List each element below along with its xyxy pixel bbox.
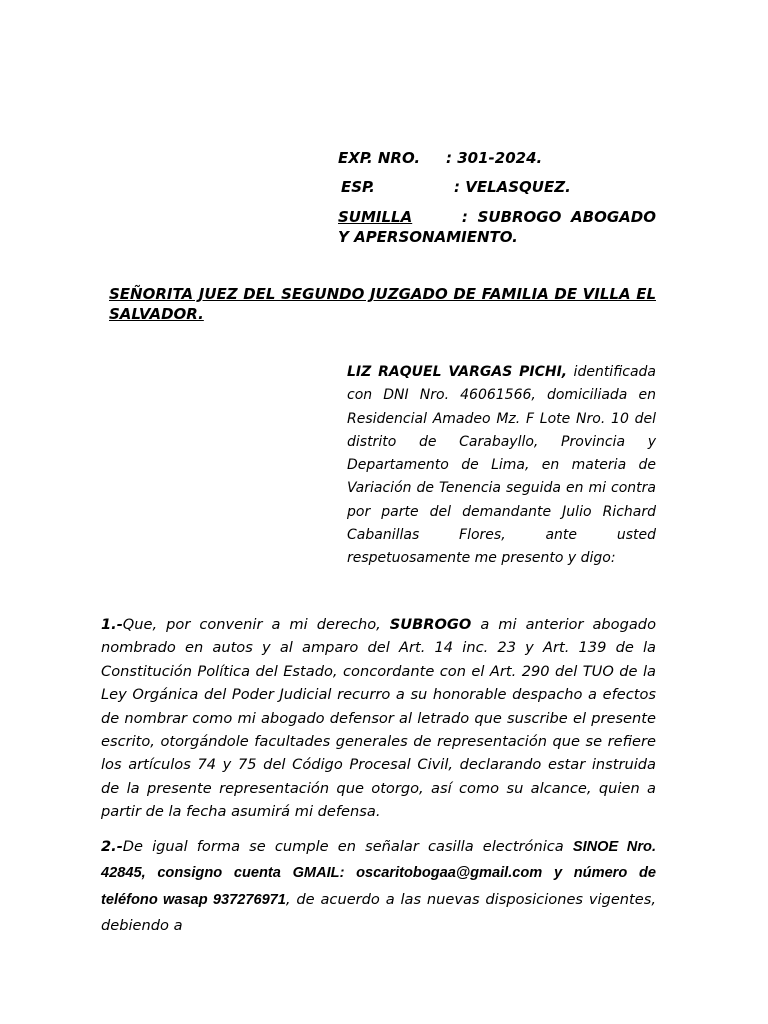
expediente-label: EXP. NRO. xyxy=(338,149,421,167)
intro-paragraph xyxy=(347,361,656,571)
paragraph-1-text-b: a mi anterior abogado nombrado en autos y al amparo del Art. 14 inc. 23 y Art. 139 de la Constitución Política del Estado, concordante con el Art. 290 del TUO de la Ley Orgánica del Poder Judicial recurro a su honorable despacho a efectos de nombrar como mi abogado defensor al letrado que suscribe el presente escrito, otorgándole facultades generales de representación que se refiere los artículos 74 y 75 del Código Procesal Civil, declarando estar instruida de la presente representación que otorgo, así como su alcance, quien a partir de la fecha asumirá mi defensa. xyxy=(101,616,656,821)
paragraph-2 xyxy=(101,834,656,938)
paragraph-2-number: 2.- xyxy=(101,838,123,855)
paragraph-2-bold: SINOE Nro. 42845, consigno cuenta GMAIL: oscaritobogaa@gmail.com y número de teléfono wasap 937276971 xyxy=(101,839,656,908)
paragraph-1-bold: SUBROGO xyxy=(389,616,472,633)
addressee-heading: SEÑORITA JUEZ DEL SEGUNDO JUZGADO DE FAMILIA DE VILLA EL SALVADOR. xyxy=(109,285,656,323)
paragraph-1-number: 1.- xyxy=(101,616,123,633)
especialista-line xyxy=(341,177,659,197)
especialista-value: : VELASQUEZ. xyxy=(454,178,571,196)
intro-text: identificada con DNI Nro. 46061566, domiciliada en Residencial Amadeo Mz. F Lote Nro. 10 del distrito de Carabayllo, Provincia y Departamento de Lima, en materia de Variación de Tenencia seguida en mi contra por parte del demandante Julio Richard Cabanillas Flores, ante usted respetuosamente me presento y digo: xyxy=(347,364,656,567)
sumilla-label: SUMILLA xyxy=(338,208,413,226)
paragraph-1-text-a: Que, por convenir a mi derecho, xyxy=(122,616,390,633)
sumilla-value: : SUBROGO ABOGADO Y APERSONAMIENTO. xyxy=(338,208,656,246)
petitioner-name: LIZ RAQUEL VARGAS PICHI, xyxy=(347,364,568,380)
expediente-line xyxy=(338,148,656,168)
paragraph-2-text-b: , de acuerdo a las nuevas disposiciones vigentes, debiendo a xyxy=(101,890,656,934)
especialista-label: ESP. xyxy=(341,178,375,196)
paragraph-1 xyxy=(101,613,656,824)
paragraph-2-text-a: De igual forma se cumple en señalar casilla electrónica xyxy=(122,838,573,855)
sumilla-line xyxy=(338,207,656,247)
expediente-value: : 301-2024. xyxy=(446,149,543,167)
